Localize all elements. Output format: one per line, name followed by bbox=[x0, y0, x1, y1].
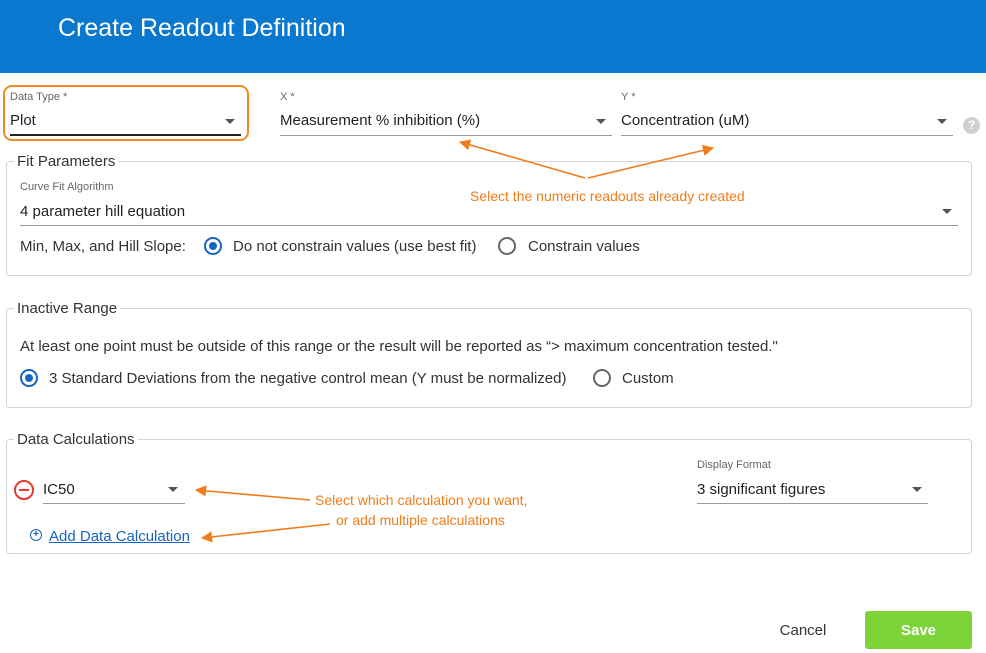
data-type-value: Plot bbox=[10, 112, 36, 129]
inactive-range-legend: Inactive Range bbox=[17, 300, 118, 317]
calculation-value: IC50 bbox=[43, 481, 75, 498]
y-axis-select[interactable] bbox=[621, 91, 953, 137]
chevron-down-icon bbox=[596, 119, 606, 124]
radio-standard-deviations[interactable] bbox=[20, 369, 38, 387]
custom-label[interactable]: Custom bbox=[622, 370, 674, 387]
chevron-down-icon bbox=[168, 487, 178, 492]
inactive-range-description: At least one point must be outside of this range or the result will be reported as “> maximum concentration tested." bbox=[20, 338, 778, 355]
save-button[interactable]: Save bbox=[865, 611, 972, 649]
chevron-down-icon bbox=[942, 209, 952, 214]
add-data-calculation-link[interactable]: Add Data Calculation bbox=[49, 528, 190, 545]
chevron-down-icon bbox=[937, 119, 947, 124]
calculation-select[interactable] bbox=[43, 473, 185, 505]
x-axis-select[interactable] bbox=[280, 91, 612, 137]
cancel-button[interactable]: Cancel bbox=[762, 611, 844, 649]
radio-no-constraint[interactable] bbox=[204, 237, 222, 255]
y-axis-label: Y * bbox=[621, 91, 636, 103]
display-format-label: Display Format bbox=[697, 459, 771, 471]
display-format-select[interactable] bbox=[697, 459, 928, 505]
calc-annotation-line1: Select which calculation you want, bbox=[315, 492, 528, 508]
data-type-select[interactable] bbox=[10, 91, 241, 137]
chevron-down-icon bbox=[225, 119, 235, 124]
no-constraint-label[interactable]: Do not constrain values (use best fit) bbox=[233, 238, 477, 255]
constraint-label: Min, Max, and Hill Slope: bbox=[20, 238, 186, 255]
dialog-title: Create Readout Definition bbox=[58, 14, 346, 42]
curve-fit-algorithm-label: Curve Fit Algorithm bbox=[20, 181, 114, 193]
remove-calculation-icon[interactable] bbox=[14, 480, 34, 500]
standard-deviations-label[interactable]: 3 Standard Deviations from the negative control mean (Y must be normalized) bbox=[49, 370, 567, 387]
radio-constrain-values[interactable] bbox=[498, 237, 516, 255]
chevron-down-icon bbox=[912, 487, 922, 492]
calc-annotation-line2: or add multiple calculations bbox=[336, 512, 505, 528]
data-type-label: Data Type * bbox=[10, 91, 68, 103]
display-format-value: 3 significant figures bbox=[697, 481, 826, 498]
add-circle-icon[interactable]: + bbox=[30, 529, 42, 541]
x-axis-label: X * bbox=[280, 91, 295, 103]
curve-fit-algorithm-value: 4 parameter hill equation bbox=[20, 203, 186, 220]
fit-parameters-legend: Fit Parameters bbox=[17, 153, 116, 170]
data-calculations-legend: Data Calculations bbox=[17, 431, 135, 448]
constrain-values-label[interactable]: Constrain values bbox=[528, 238, 640, 255]
help-icon[interactable]: ? bbox=[963, 117, 980, 134]
readouts-annotation: Select the numeric readouts already created bbox=[470, 188, 745, 204]
x-axis-value: Measurement % inhibition (%) bbox=[280, 112, 481, 129]
y-axis-value: Concentration (uM) bbox=[621, 112, 750, 129]
dialog-header bbox=[0, 0, 986, 73]
radio-custom[interactable] bbox=[593, 369, 611, 387]
